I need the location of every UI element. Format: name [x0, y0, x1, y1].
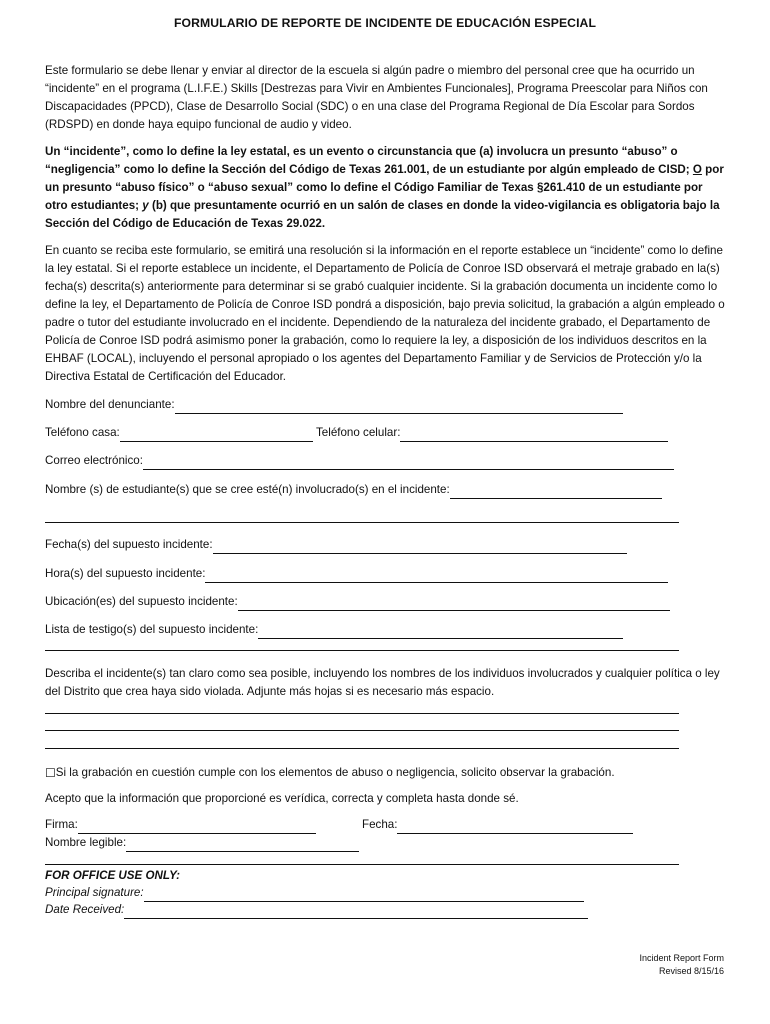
describe-line-2[interactable]: [45, 730, 679, 731]
home-phone-field[interactable]: [120, 428, 313, 442]
definition-or: O: [692, 163, 702, 176]
home-phone-label: Teléfono casa:: [45, 426, 120, 439]
reporter-name-field[interactable]: [175, 400, 623, 414]
resolution-paragraph: En cuanto se reciba este formulario, se emitirá una resolución si la información en el reporte establece un “incidente” como lo define la ley estatal. Si el reporte establece un incidente, el Departamento de Policía de Conroe ISD observará el metraje grabado en la(s) fecha(s) descrita(s) anteriormente para determinar si se grabó cualquier incidente. Si la grabación documenta un incidente como lo define la ley, el Departamento de Policía de Conroe ISD pondrá a disposición, bajo previa solicitud, la grabación a algún empleado o padre o tutor del estudiante involucrado en el incidente. Dependiendo de la naturaleza del incidente grabado, el Departamento de Policía de Conroe ISD podrá asimismo poner la grabación, como lo requiere la ley, a disposición de los individuos descritos en la EHBAF (LOCAL), incluyendo el personal apropiado o los agentes del Departamento Familiar y de Servicios de Protección y/o la Directiva Estatal de Certificación del Educador.: [45, 244, 725, 383]
firma-label: Firma:: [45, 818, 78, 831]
intro-paragraph: Este formulario se debe llenar y enviar al director de la escuela si algún padre o miembro del personal cree que ha ocurrido un “incidente” en el programa (L.I.F.E.) Skills [Destrezas para Vivir en Ambientes Funcionales], Programa Preescolar para Niños con Discapacidades (PPCD), Clase de Desarrollo Social (SDC) o en una clase del Programa Regional de Día Escolar para Sordos (RDSPD) en donde haya equipo funcional de audio y video.: [45, 64, 708, 131]
request-checkbox-label: Si la grabación en cuestión cumple con los elementos de abuso o negligencia, solicito observar la grabación.: [55, 766, 615, 779]
accept-row: [45, 790, 519, 808]
accept-statement: Acepto que la información que proporcioné es verídica, correcta y completa hasta donde sé.: [45, 792, 519, 805]
firma-field[interactable]: [78, 820, 316, 834]
fecha-label: Fecha:: [362, 818, 398, 831]
request-checkbox[interactable]: ☐: [45, 766, 56, 780]
times-row: [45, 565, 668, 583]
locations-row: [45, 593, 670, 611]
students-field[interactable]: [450, 485, 662, 499]
principal-signature-label: Principal signature:: [45, 886, 144, 899]
times-label: Hora(s) del supuesto incidente:: [45, 567, 206, 580]
checkbox-row: [45, 764, 615, 782]
form-title: FORMULARIO DE REPORTE DE INCIDENTE DE EDUCACIÓN ESPECIAL: [173, 16, 597, 30]
form-footer: [639, 952, 724, 978]
dates-row: [45, 536, 627, 554]
cell-phone-field[interactable]: [400, 428, 668, 442]
principal-signature-row: [45, 884, 584, 902]
reporter-name-row: [45, 396, 623, 414]
fecha-row: [362, 816, 633, 834]
office-heading-text: FOR OFFICE USE ONLY:: [45, 869, 181, 882]
students-label: Nombre (s) de estudiante(s) que se cree esté(n) involucrado(s) en el incidente:: [45, 483, 450, 496]
definition-paragraph: [45, 143, 725, 233]
definition-part1: Un “incidente”, como lo define la ley estatal, es un evento o circunstancia que (a) involucra un presunto “abuso” o “negligencia” como lo define la Sección del Código de Texas 261.001, de un estudiante por algún empleado de CISD;: [45, 145, 693, 176]
times-field[interactable]: [205, 569, 668, 583]
dates-field[interactable]: [213, 540, 627, 554]
email-row: [45, 452, 674, 470]
footer-revised: Revised 8/15/16: [658, 966, 724, 976]
date-received-field[interactable]: [124, 905, 588, 919]
date-received-label: Date Received:: [45, 903, 125, 916]
definition-y: y: [142, 199, 149, 212]
witnesses-field[interactable]: [258, 625, 623, 639]
reporter-name-label: Nombre del denunciante:: [45, 398, 175, 411]
principal-signature-field[interactable]: [144, 888, 584, 902]
witnesses-label: Lista de testigo(s) del supuesto incidente:: [45, 623, 259, 636]
definition-part2: por un presunto “abuso físico” o “abuso sexual” como lo define el Código Familiar de Texas §261.410 de un estudiante por otro estudiantes;: [45, 163, 724, 212]
email-label: Correo electrónico:: [45, 454, 143, 467]
witnesses-row: [45, 621, 623, 639]
students-row: [45, 481, 662, 499]
describe-paragraph: Describa el incidente(s) tan claro como sea posible, incluyendo los nombres de los individuos involucrados y cualquier política o ley del Distrito que crea haya sido violada. Adjunte más hojas si es necesario más espacio.: [45, 667, 720, 698]
email-field[interactable]: [143, 456, 674, 470]
nombre-legible-label: Nombre legible:: [45, 836, 127, 849]
nombre-legible-field[interactable]: [126, 838, 359, 852]
witnesses-extra-line[interactable]: [45, 650, 679, 651]
students-extra-line[interactable]: [45, 522, 679, 523]
describe-line-3[interactable]: [45, 748, 679, 749]
signature-row: [45, 816, 316, 834]
dates-label: Fecha(s) del supuesto incidente:: [45, 538, 213, 551]
definition-part3: (b) que presuntamente ocurrió en un salón de clases en donde la video-vigilancia es obligatoria bajo la Sección del Código de Educación de Texas 29.022.: [45, 199, 720, 230]
office-heading: [45, 867, 180, 885]
footer-form-name: Incident Report Form: [639, 953, 724, 963]
locations-field[interactable]: [238, 597, 670, 611]
office-divider: [45, 864, 679, 865]
locations-label: Ubicación(es) del supuesto incidente:: [45, 595, 238, 608]
describe-line-1[interactable]: [45, 713, 679, 714]
fecha-field[interactable]: [397, 820, 633, 834]
phone-row: [45, 424, 668, 442]
cell-phone-label: Teléfono celular:: [316, 426, 401, 439]
nombre-legible-row: [45, 834, 359, 852]
date-received-row: [45, 901, 588, 919]
